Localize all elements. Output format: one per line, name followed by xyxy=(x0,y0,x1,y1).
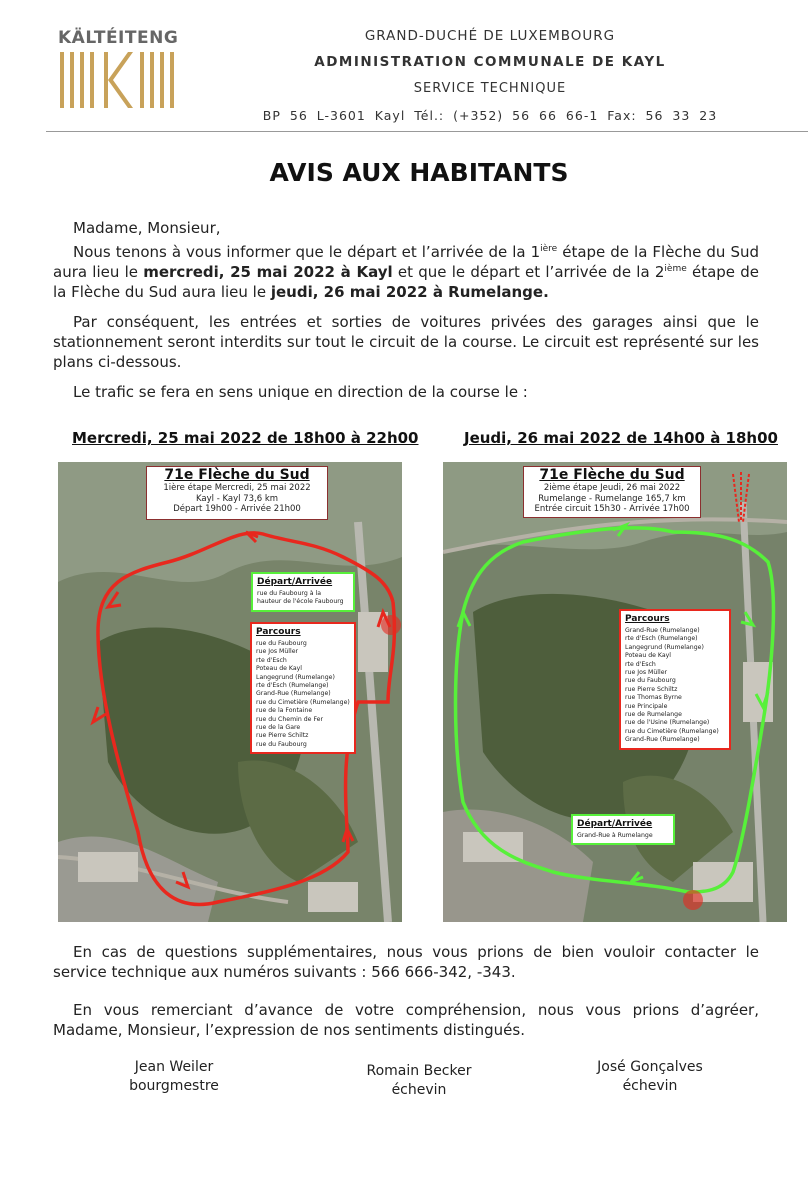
map-stage-1-title: 71e Flèche du Sud xyxy=(164,467,310,483)
paragraph-traffic: Le trafic se fera en sens unique en direction de la course le : xyxy=(73,383,528,401)
logo-mark-icon xyxy=(58,50,176,114)
signature-alderman-2 xyxy=(540,1058,760,1096)
page-title: AVIS AUX HABITANTS xyxy=(269,158,569,187)
parcours-item: rue du Faubourg xyxy=(256,640,307,647)
map-stage-2-start-box xyxy=(571,814,675,845)
intro-date-kayl: mercredi, 25 mai 2022 à Kayl xyxy=(143,263,393,281)
parcours-item: rue de Rumelange xyxy=(625,711,682,719)
parcours-item: rue de la Gare xyxy=(256,724,301,732)
parcours-item: rue Jos Müller xyxy=(625,669,668,677)
parcours-item: Poteau de Kayl xyxy=(256,665,303,673)
parcours-item: rte d'Esch xyxy=(256,656,287,664)
parcours-item: rue Thomas Byrne xyxy=(625,694,682,702)
paragraph-closing: En vous remerciant d’avance de votre compréhension, nous vous prions d’agréer, Madame, Monsieur, l’expression de nos sentiments distingués. xyxy=(53,1001,759,1039)
map-stage-2-sub-1: 2ième étape Jeudi, 26 mai 2022 xyxy=(543,483,681,493)
map-stage-2-title: 71e Flèche du Sud xyxy=(539,467,685,483)
intro-sup-2: ième xyxy=(664,264,687,274)
header-service: SERVICE TECHNIQUE xyxy=(413,81,567,96)
map-stage-2 xyxy=(443,462,787,922)
map-stage-1 xyxy=(58,462,402,922)
map-stage-2-start-marker xyxy=(683,890,703,910)
parcours-item: rue du Faubourg xyxy=(256,740,307,748)
salutation: Madame, Monsieur, xyxy=(73,219,221,237)
map-stage-2-parcours-heading: Parcours xyxy=(625,614,670,624)
signature-name: Romain Becker xyxy=(366,1063,472,1079)
parcours-item: rue Pierre Schiltz xyxy=(625,685,678,693)
signature-role: échevin xyxy=(391,1082,447,1098)
intro-text-c: et que le départ et l’arrivée de la 2 xyxy=(392,263,665,281)
map-stage-1-title-box xyxy=(146,466,328,520)
parcours-item: rue du Cimetière (Rumelange) xyxy=(256,698,350,706)
date-heading-wednesday: Mercredi, 25 mai 2022 de 18h00 à 22h00 xyxy=(72,429,419,447)
parcours-item: Grand-Rue (Rumelange) xyxy=(625,627,700,634)
header-contact: BP 56 L-3601 Kayl Tél.: (+352) 56 66 66-1 Fax: 56 33 23 xyxy=(262,108,718,123)
paragraph-intro xyxy=(53,242,759,302)
map-stage-1-start-heading: Départ/Arrivée xyxy=(257,577,333,587)
map-stage-1-start-line-2: hauteur de l'école Faubourg xyxy=(257,598,344,606)
parcours-item: rue Principale xyxy=(625,702,668,710)
map-stage-2-sub-3: Entrée circuit 15h30 - Arrivée 17h00 xyxy=(534,504,690,514)
paragraph-restrictions: Par conséquent, les entrées et sorties de voitures privées des garages ainsi que le stationnement seront interdits sur tout le circuit de la course. Le circuit est représenté sur les plans ci-dessous. xyxy=(53,313,759,371)
date-heading-thursday: Jeudi, 26 mai 2022 de 14h00 à 18h00 xyxy=(464,429,778,447)
parcours-item: rue de l'Usine (Rumelange) xyxy=(625,719,710,727)
parcours-item: rue du Faubourg xyxy=(625,677,676,685)
map-stage-2-start-line-1: Grand-Rue à Rumelange xyxy=(577,832,653,839)
header-country: GRAND-DUCHÉ DE LUXEMBOURG xyxy=(364,28,616,44)
header-administration: ADMINISTRATION COMMUNALE DE KAYL xyxy=(314,54,666,70)
map-stage-2-parcours-box xyxy=(619,609,731,750)
parcours-item: Langegrund (Rumelange) xyxy=(256,673,335,681)
map-stage-1-parcours-heading: Parcours xyxy=(256,627,301,637)
parcours-item: rte d'Esch xyxy=(625,660,656,668)
parcours-item: rte d'Esch (Rumelange) xyxy=(625,635,698,643)
map-stage-1-start-marker xyxy=(381,615,401,635)
parcours-item: rue du Cimetière (Rumelange) xyxy=(625,727,719,735)
header-divider xyxy=(46,131,808,132)
parcours-item: Poteau de Kayl xyxy=(625,652,672,660)
map-stage-1-start-line-1: rue du Faubourg à la xyxy=(257,590,321,597)
parcours-item: Langegrund (Rumelange) xyxy=(625,643,704,651)
map-stage-2-terrain xyxy=(443,462,787,922)
intro-text-b: étape de la Flèche du Sud aura lieu le xyxy=(53,243,759,281)
map-stage-2-sub-2: Rumelange - Rumelange 165,7 km xyxy=(538,493,686,504)
parcours-item: rue de la Fontaine xyxy=(256,707,313,715)
map-stage-1-start-box xyxy=(251,572,355,612)
map-stage-1-parcours-box xyxy=(250,622,356,754)
intro-date-rumelange: jeudi, 26 mai 2022 à Rumelange. xyxy=(270,283,549,301)
signature-role: bourgmestre xyxy=(129,1078,219,1094)
intro-text-d: étape de la Flèche du Sud aura lieu le xyxy=(53,263,759,301)
parcours-item: rue Jos Müller xyxy=(256,648,299,656)
signature-mayor xyxy=(64,1058,284,1096)
parcours-item: rte d'Esch (Rumelange) xyxy=(256,682,329,690)
parcours-item: rue Pierre Schiltz xyxy=(256,732,309,740)
map-stage-2-start-heading: Départ/Arrivée xyxy=(577,819,653,829)
signature-role: échevin xyxy=(622,1078,678,1094)
signature-alderman-1 xyxy=(309,1062,529,1100)
map-stage-1-sub-1: 1ière étape Mercredi, 25 mai 2022 xyxy=(163,483,311,493)
parcours-item: rue du Chemin de Fer xyxy=(256,715,324,723)
signature-name: José Gonçalves xyxy=(597,1059,703,1075)
map-stage-1-sub-2: Kayl - Kayl 73,6 km xyxy=(195,493,279,504)
parcours-item: Grand-Rue (Rumelange) xyxy=(256,690,331,698)
map-stage-1-sub-3: Départ 19h00 - Arrivée 21h00 xyxy=(173,504,301,514)
intro-sup-1: ière xyxy=(540,244,558,254)
signature-name: Jean Weiler xyxy=(134,1059,214,1075)
logo-name: KÄLTÉITENG xyxy=(58,28,179,48)
parcours-item: Grand-Rue (Rumelange) xyxy=(625,736,700,744)
intro-text-a: Nous tenons à vous informer que le départ et l’arrivée de la 1 xyxy=(73,243,541,261)
paragraph-contact: En cas de questions supplémentaires, nous vous prions de bien vouloir contacter le service technique aux numéros suivants : 566 666-342, -343. xyxy=(53,943,759,981)
map-stage-2-title-box xyxy=(523,466,701,518)
